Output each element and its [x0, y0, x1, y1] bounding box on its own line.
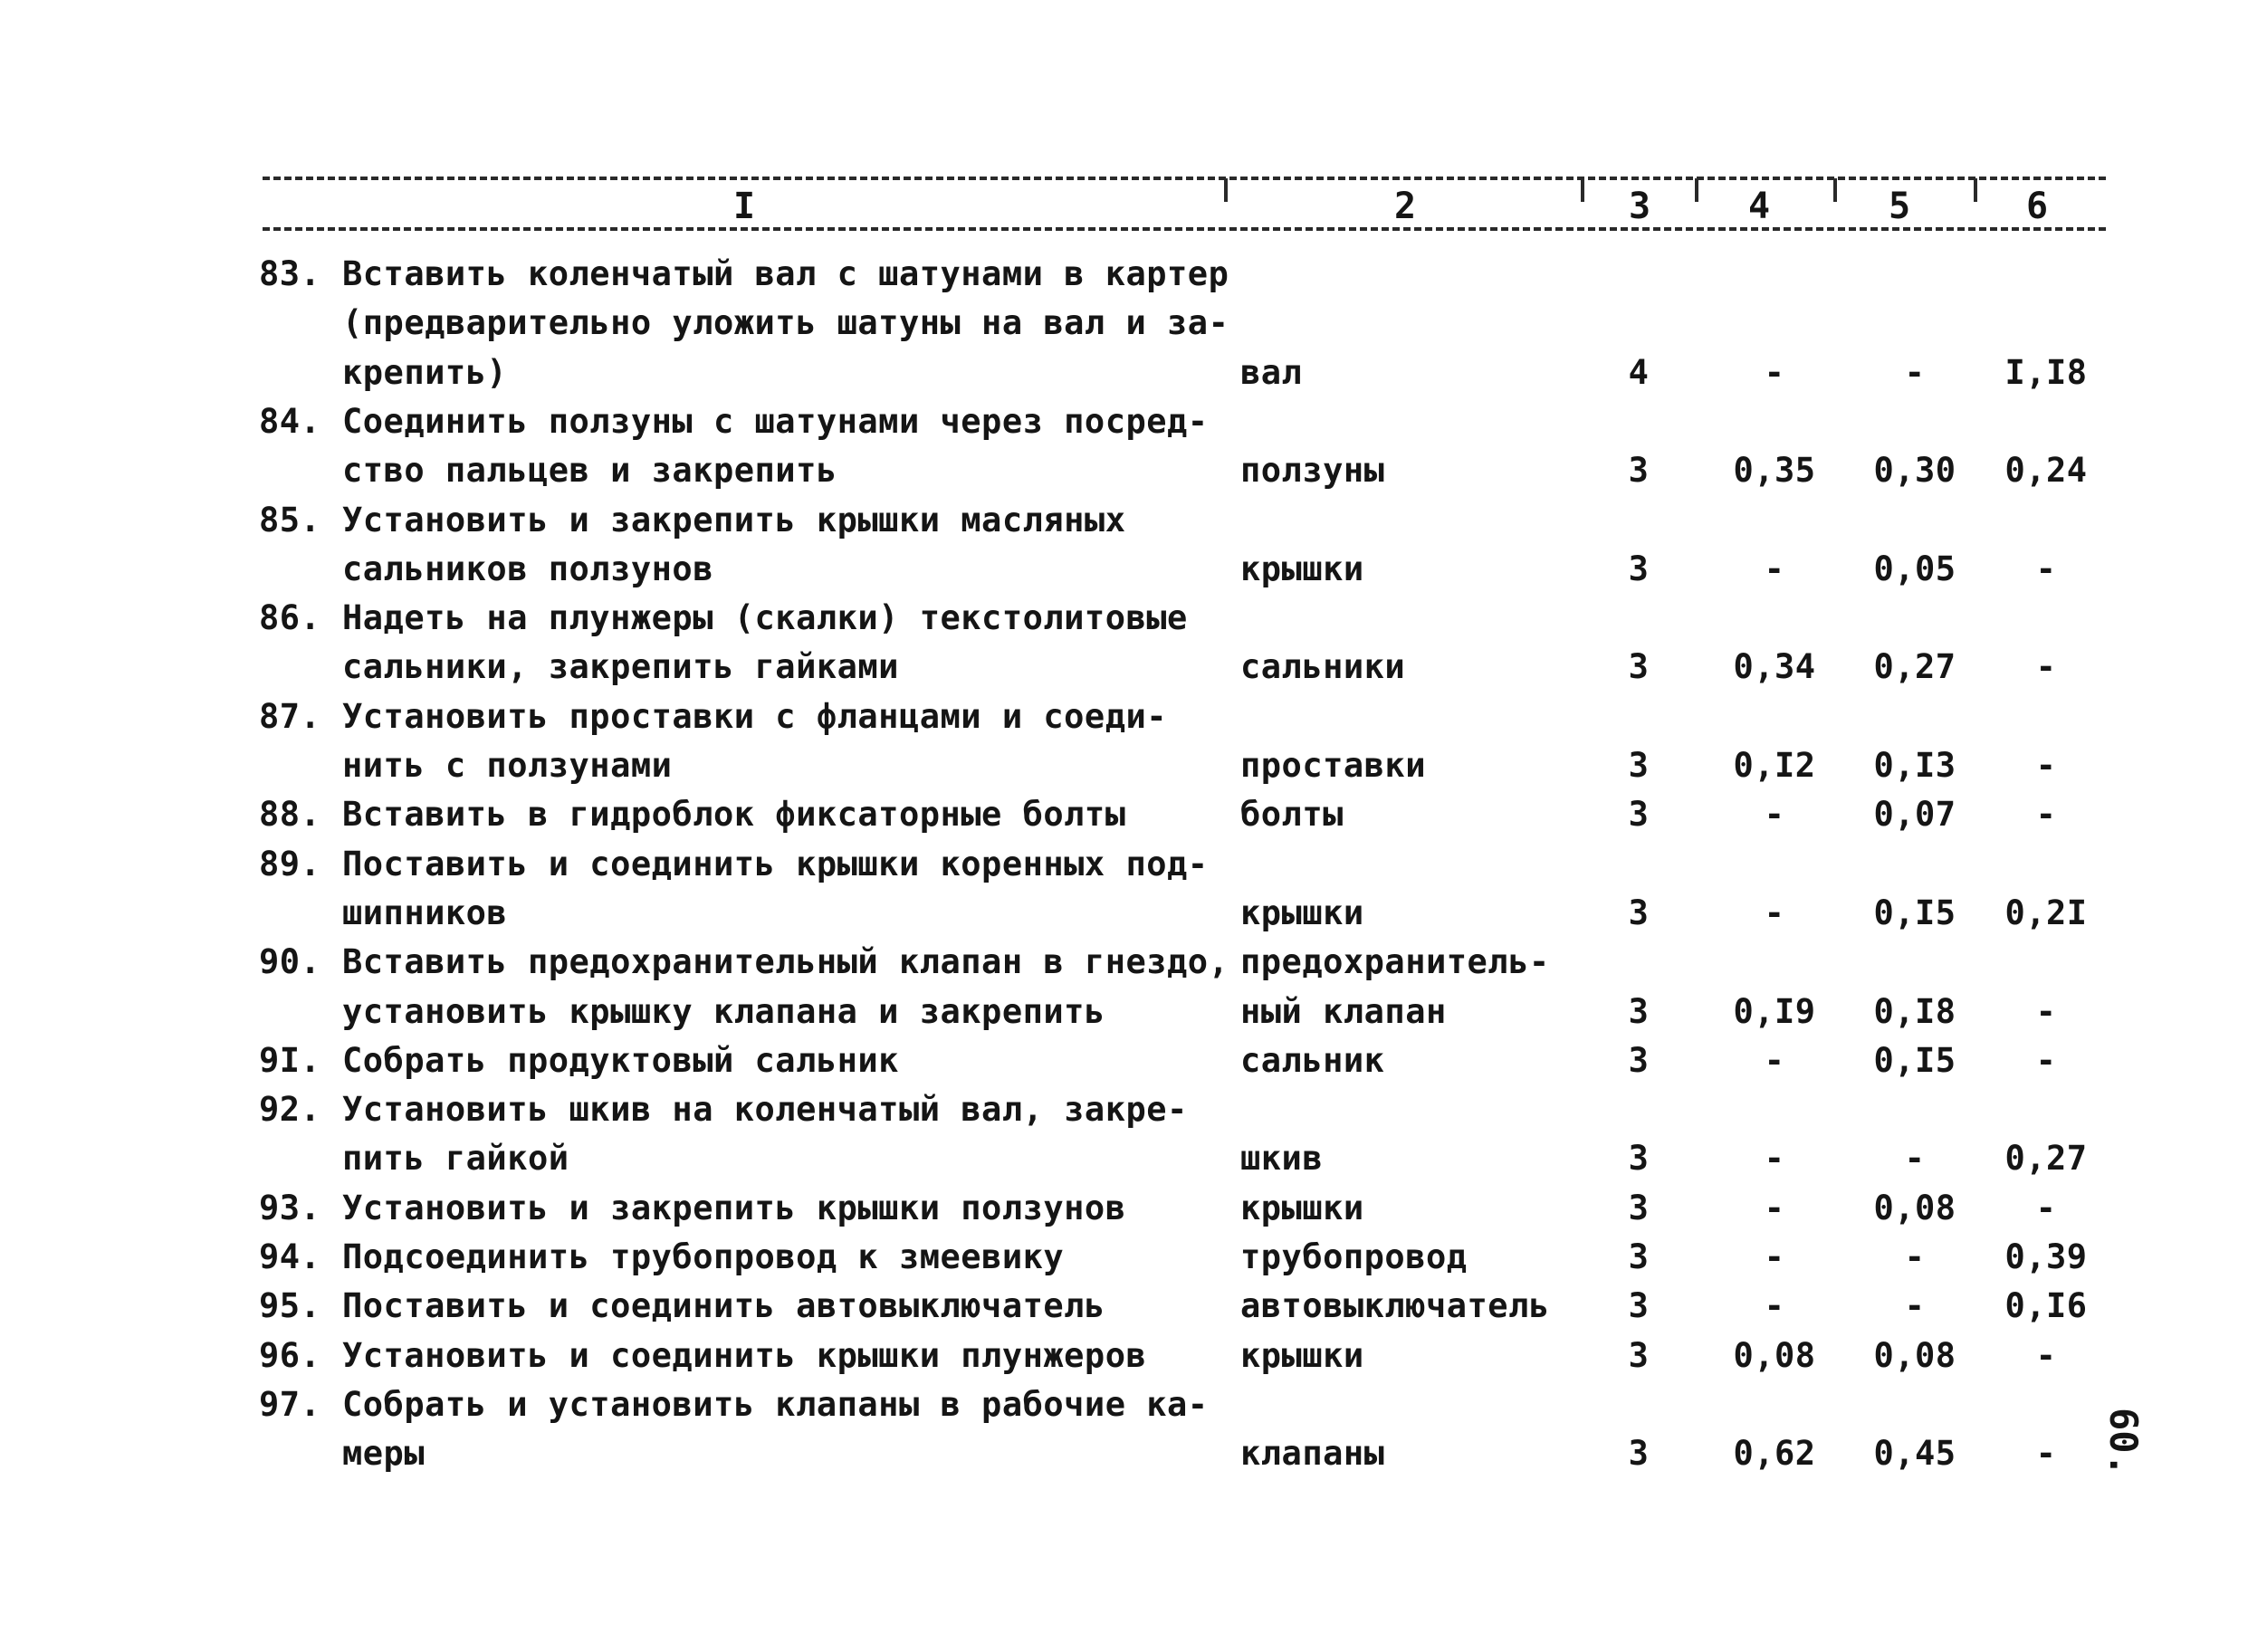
- header-col2: 2: [1393, 186, 1417, 227]
- column4-value: 0,35: [1733, 451, 1816, 491]
- operation-text-line: Вставить коленчатый вал с шатунами в картер: [342, 254, 1229, 293]
- assembly-object: проставки: [1240, 746, 1426, 785]
- row-number: 90.: [259, 942, 321, 982]
- header-col6: 6: [2025, 186, 2049, 227]
- column3-value: 3: [1628, 1040, 1650, 1080]
- column4-value: -: [1764, 1237, 1785, 1276]
- column6-value: -: [2035, 1335, 2057, 1375]
- column3-value: 3: [1628, 1237, 1650, 1276]
- column4-value: 0,I9: [1733, 991, 1816, 1031]
- column3-value: 3: [1628, 795, 1650, 835]
- column3-value: 3: [1628, 1188, 1650, 1227]
- assembly-object: трубопровод: [1240, 1237, 1468, 1276]
- column5-value: -: [1904, 352, 1926, 392]
- row-number: 87.: [259, 696, 321, 736]
- row-number: 92.: [259, 1090, 321, 1130]
- column4-value: -: [1764, 1040, 1785, 1080]
- row-number: 95.: [259, 1286, 321, 1326]
- column3-value: 3: [1628, 1434, 1650, 1474]
- assembly-object: крышки: [1240, 549, 1364, 588]
- column-separator: [1974, 178, 1977, 202]
- column6-value: 0,I6: [2004, 1286, 2088, 1326]
- column5-value: -: [1904, 1286, 1926, 1326]
- header-col4: 4: [1747, 186, 1771, 227]
- assembly-object: сальник: [1240, 1040, 1385, 1080]
- column-separator: [1581, 178, 1584, 202]
- operation-text-line: Установить и соединить крышки плунжеров: [342, 1335, 1147, 1375]
- column5-value: 0,27: [1873, 647, 1956, 687]
- column6-value: -: [2035, 1040, 2057, 1080]
- operation-text-line: меры: [342, 1434, 426, 1474]
- assembly-object: крышки: [1240, 893, 1364, 932]
- row-number: 9I.: [259, 1040, 321, 1080]
- column5-value: 0,45: [1873, 1434, 1956, 1474]
- operation-text-line: Вставить в гидроблок фиксаторные болты: [342, 795, 1126, 835]
- row-number: 89.: [259, 844, 321, 883]
- row-number: 86.: [259, 598, 321, 638]
- column-separator: [1224, 178, 1228, 202]
- row-number: 84.: [259, 401, 321, 441]
- column5-value: 0,05: [1873, 549, 1956, 588]
- column4-value: -: [1764, 352, 1785, 392]
- column5-value: 0,I8: [1873, 991, 1956, 1031]
- column4-value: -: [1764, 795, 1785, 835]
- column-separator: [1695, 178, 1698, 202]
- column3-value: 3: [1628, 647, 1650, 687]
- assembly-object: крышки: [1240, 1335, 1364, 1375]
- column4-value: 0,62: [1733, 1434, 1816, 1474]
- operation-text-line: Соединить ползуны с шатунами через посред-: [342, 401, 1209, 441]
- row-number: 83.: [259, 254, 321, 293]
- column4-value: -: [1764, 1286, 1785, 1326]
- column3-value: 3: [1628, 549, 1650, 588]
- assembly-object: шкив: [1240, 1139, 1324, 1179]
- operation-text-line: крепить): [342, 352, 508, 392]
- column4-value: -: [1764, 893, 1785, 932]
- assembly-object: крышки: [1240, 1188, 1364, 1227]
- operation-text-line: установить крышку клапана и закрепить: [342, 991, 1105, 1031]
- column3-value: 3: [1628, 451, 1650, 491]
- page-number: 60.: [2101, 1408, 2146, 1476]
- column5-value: -: [1904, 1237, 1926, 1276]
- column3-value: 3: [1628, 1335, 1650, 1375]
- header-col3: 3: [1628, 186, 1651, 227]
- assembly-object: болты: [1240, 795, 1344, 835]
- column6-value: -: [2035, 1188, 2057, 1227]
- column3-value: 3: [1628, 893, 1650, 932]
- column5-value: 0,I5: [1873, 1040, 1956, 1080]
- operation-text-line: шипников: [342, 893, 508, 932]
- operation-text-line: Надеть на плунжеры (скалки) текстолитовые: [342, 598, 1188, 638]
- column3-value: 3: [1628, 1139, 1650, 1179]
- operation-text-line: Собрать продуктовый сальник: [342, 1040, 899, 1080]
- column-separator: [1833, 178, 1837, 202]
- assembly-object: автовыключатель: [1240, 1286, 1550, 1326]
- assembly-object: клапаны: [1240, 1434, 1385, 1474]
- operation-text-line: Вставить предохранительный клапан в гнездо,: [342, 942, 1229, 982]
- column4-value: 0,34: [1733, 647, 1816, 687]
- operation-text-line: ство пальцев и закрепить: [342, 451, 837, 491]
- column3-value: 4: [1628, 352, 1650, 392]
- operation-text-line: (предварительно уложить шатуны на вал и за-: [342, 303, 1229, 343]
- column6-value: 0,39: [2004, 1237, 2088, 1276]
- column6-value: 0,2I: [2004, 893, 2088, 932]
- operation-text-line: Установить проставки с фланцами и соеди-: [342, 696, 1168, 736]
- column5-value: -: [1904, 1139, 1926, 1179]
- column5-value: 0,07: [1873, 795, 1956, 835]
- operation-text-line: Подсоединить трубопровод к змеевику: [342, 1237, 1065, 1276]
- row-number: 96.: [259, 1335, 321, 1375]
- row-number: 88.: [259, 795, 321, 835]
- column3-value: 3: [1628, 746, 1650, 785]
- row-number: 94.: [259, 1237, 321, 1276]
- operation-text-line: Установить и закрепить крышки ползунов: [342, 1188, 1126, 1227]
- column4-value: -: [1764, 1139, 1785, 1179]
- operation-text-line: Установить и закрепить крышки масляных: [342, 500, 1126, 540]
- header-col1: I: [732, 186, 756, 227]
- column4-value: -: [1764, 1188, 1785, 1227]
- column5-value: 0,08: [1873, 1188, 1956, 1227]
- column6-value: -: [2035, 1434, 2057, 1474]
- assembly-object: ный клапан: [1240, 991, 1447, 1031]
- operation-text-line: Установить шкив на коленчатый вал, закре-: [342, 1090, 1188, 1130]
- operation-text-line: сальники, закрепить гайками: [342, 647, 899, 687]
- operation-text-line: нить с ползунами: [342, 746, 673, 785]
- operation-text-line: Поставить и соединить крышки коренных под-: [342, 844, 1209, 883]
- column6-value: -: [2035, 795, 2057, 835]
- column3-value: 3: [1628, 1286, 1650, 1326]
- column6-value: -: [2035, 991, 2057, 1031]
- column4-value: 0,I2: [1733, 746, 1816, 785]
- column4-value: -: [1764, 549, 1785, 588]
- row-number: 93.: [259, 1188, 321, 1227]
- column5-value: 0,I3: [1873, 746, 1956, 785]
- table-top-rule: [263, 177, 2106, 180]
- operation-text-line: Собрать и установить клапаны в рабочие ка-: [342, 1384, 1209, 1424]
- row-number: 97.: [259, 1384, 321, 1424]
- column6-value: -: [2035, 549, 2057, 588]
- operation-text-line: Поставить и соединить автовыключатель: [342, 1286, 1105, 1326]
- column5-value: 0,30: [1873, 451, 1956, 491]
- column6-value: 0,24: [2004, 451, 2088, 491]
- table-header-rule: [263, 227, 2106, 231]
- column6-value: I,I8: [2004, 352, 2088, 392]
- column6-value: -: [2035, 647, 2057, 687]
- header-col5: 5: [1888, 186, 1911, 227]
- column5-value: 0,I5: [1873, 893, 1956, 932]
- operation-text-line: сальников ползунов: [342, 549, 713, 588]
- column6-value: 0,27: [2004, 1139, 2088, 1179]
- column6-value: -: [2035, 746, 2057, 785]
- row-number: 85.: [259, 500, 321, 540]
- assembly-object: вал: [1240, 352, 1303, 392]
- assembly-object: ползуны: [1240, 451, 1385, 491]
- column3-value: 3: [1628, 991, 1650, 1031]
- assembly-object: сальники: [1240, 647, 1406, 687]
- assembly-object: предохранитель-: [1240, 942, 1550, 982]
- operation-text-line: пить гайкой: [342, 1139, 569, 1179]
- column4-value: 0,08: [1733, 1335, 1816, 1375]
- column5-value: 0,08: [1873, 1335, 1956, 1375]
